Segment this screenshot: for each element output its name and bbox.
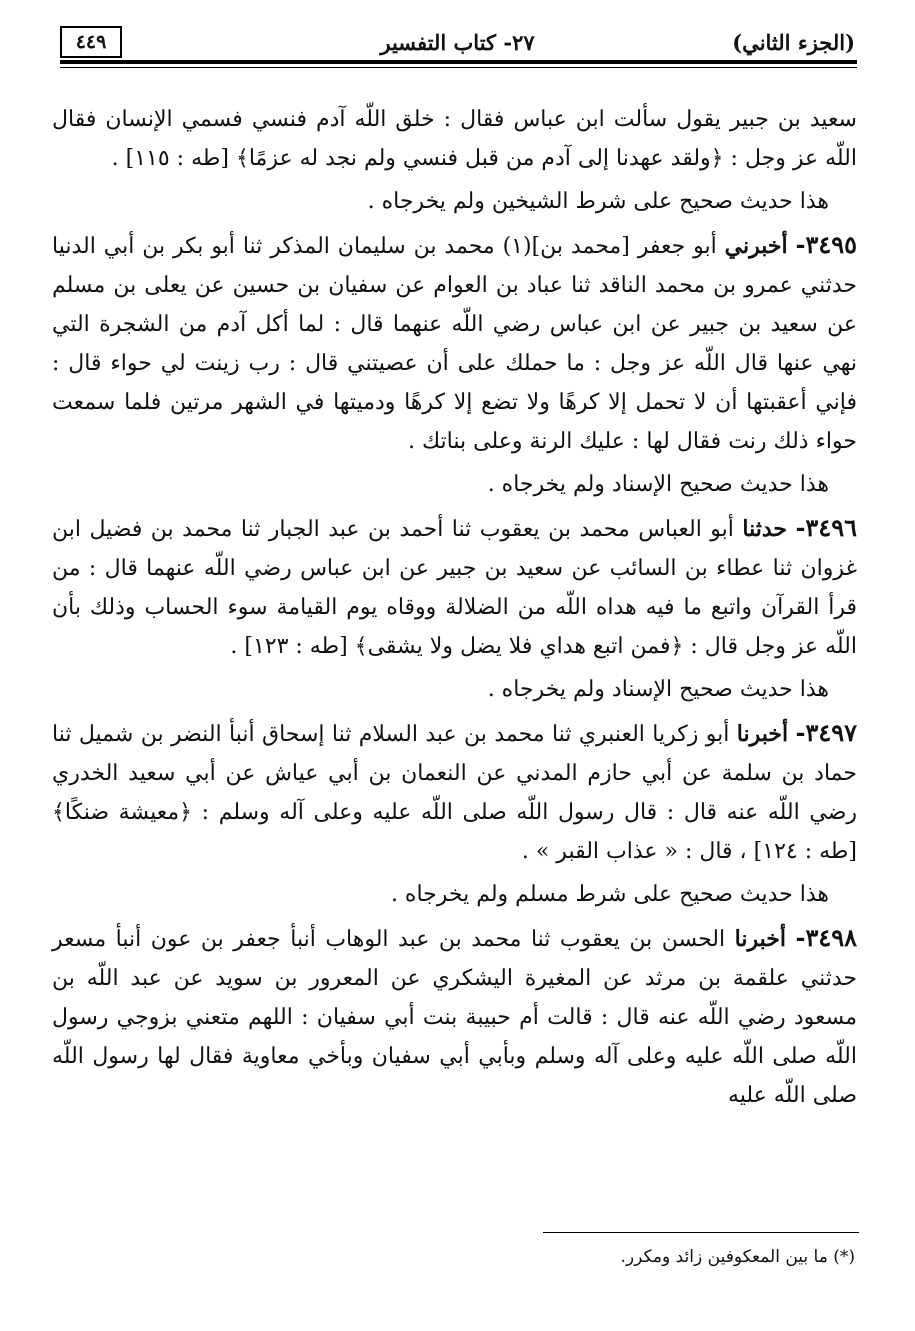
paragraph-text: أبو زكريا العنبري ثنا محمد بن عبد السلام ثنا إسحاق أنبأ النضر بن شميل ثنا حماد بن سلمة عن أبي حازم المدني عن النعمان بن أبي عياش عن أبي سعيد الخدري رضي اللّه عنه قال : قال رسول اللّه صلى اللّه عليه وعلى آله وسلم : ﴿معيشة ضنكًا﴾ [طه : ١٢٤] ، قال : « عذاب القبر » . — [52, 722, 857, 864]
book-title: ٢٧- كتاب التفسير — [380, 30, 535, 55]
paragraph-text: الحسن بن يعقوب ثنا محمد بن عبد الوهاب أنبأ جعفر بن عون أنبأ مسعر حدثني علقمة بن مرثد عن المغيرة اليشكري عن المعرور بن سويد عن عبد اللّه بن مسعود رضي اللّه عنه قال : قالت أم حبيبة بنت أبي سفيان : اللهم متعني بزوجي رسول اللّه صلى اللّه عليه وعلى آله وسلم وبأبي أبي سفيان وبأخي معاوية فقال لها رسول اللّه صلى اللّه عليه — [52, 927, 857, 1108]
grading-paragraph — [52, 182, 857, 221]
page-body — [52, 100, 857, 1115]
hadith-paragraph — [52, 918, 857, 1115]
page-number: ٤٤٩ — [60, 26, 122, 58]
narration-lead: أخبرنا — [734, 926, 786, 952]
paragraph-text: أبو جعفر [محمد بن](١) محمد بن سليمان المذكر ثنا أبو بكر بن أبي الدنيا حدثني عمرو بن محمد الناقد ثنا عباد بن العوام عن سفيان بن حسين عن يعلى بن مسلم عن سعيد بن جبير عن ابن عباس رضي اللّه عنهما قال : لما أكل آدم من الشجرة التي نهي عنها قال اللّه عز وجل : ما حملك على أن عصيتني قال : رب زينت لي حواء قال : فإني أعقبتها أن لا تحمل إلا كرهًا ولا تضع إلا كرهًا ودميتها في الشهر مرتين فلما سمعت حواء ذلك رنت فقال لها : عليك الرنة وعلى بناتك . — [52, 234, 857, 454]
paragraph-text: سعيد بن جبير يقول سألت ابن عباس فقال : خلق اللّه آدم فنسي فسمي الإنسان فقال اللّه عز وجل : ﴿ولقد عهدنا إلى آدم من قبل فنسي ولم نجد له عزمًا﴾ [طه : ١١٥] . — [52, 107, 857, 171]
header-rule-thick — [60, 60, 857, 64]
hadith-number: ٣٤٩٨- — [795, 923, 858, 952]
hadith-paragraph — [52, 508, 857, 666]
page-header — [60, 26, 855, 72]
narration-lead: أخبرنا — [736, 721, 789, 747]
narration-lead: حدثنا — [742, 516, 787, 542]
header-rule-thin — [60, 67, 857, 68]
narration-lead: أخبرني — [724, 233, 788, 259]
grading-text: هذا حديث صحيح على شرط الشيخين ولم يخرجاه . — [367, 189, 829, 214]
grading-text: هذا حديث صحيح على شرط مسلم ولم يخرجاه . — [390, 882, 829, 907]
hadith-paragraph — [52, 225, 857, 461]
grading-paragraph — [52, 670, 857, 709]
part-label: (الجزء الثاني) — [732, 30, 855, 55]
grading-text: هذا حديث صحيح الإسناد ولم يخرجاه . — [487, 677, 829, 702]
grading-paragraph — [52, 875, 857, 914]
grading-text: هذا حديث صحيح الإسناد ولم يخرجاه . — [487, 472, 829, 497]
hadith-number: ٣٤٩٥- — [795, 230, 858, 259]
footnote: (*) ما بين المعكوفين زائد ومكرر. — [620, 1247, 855, 1267]
footnote-divider — [543, 1232, 859, 1233]
paragraph — [52, 100, 857, 178]
hadith-paragraph — [52, 713, 857, 871]
hadith-number: ٣٤٩٦- — [795, 513, 857, 542]
hadith-number: ٣٤٩٧- — [795, 718, 858, 747]
grading-paragraph — [52, 465, 857, 504]
paragraph-text: أبو العباس محمد بن يعقوب ثنا أحمد بن عبد الجبار ثنا محمد بن فضيل ابن غزوان ثنا عطاء بن السائب عن سعيد بن جبير عن ابن عباس رضي اللّه عنهما قال : من قرأ القرآن واتبع ما فيه هداه اللّه من الضلالة ووقاه يوم القيامة سوء الحساب وذلك بأن اللّه عز وجل قال : ﴿فمن اتبع هداي فلا يضل ولا يشقى﴾ [طه : ١٢٣] . — [52, 517, 857, 659]
